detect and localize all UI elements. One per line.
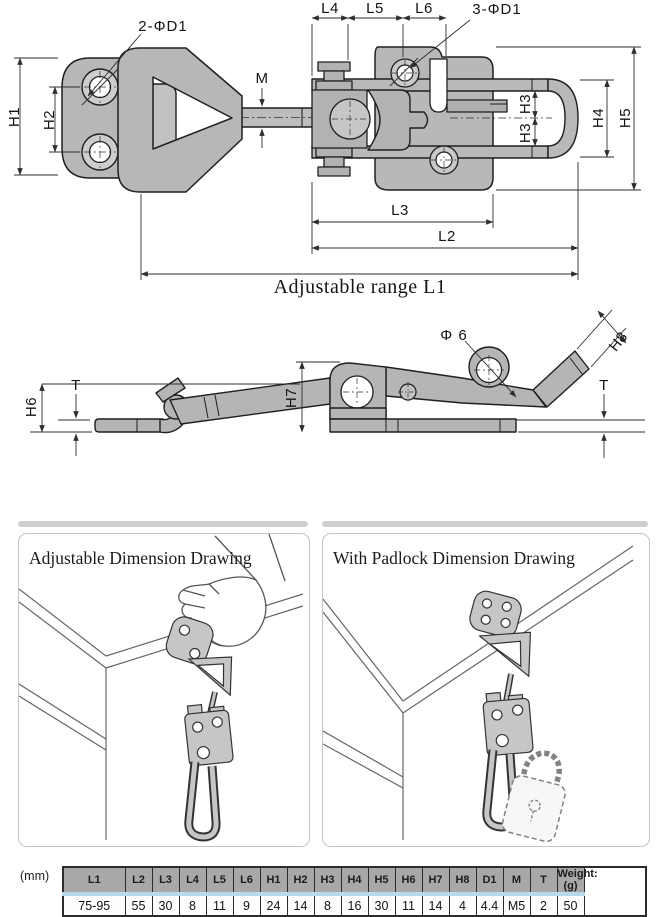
spec-value: 11 bbox=[395, 894, 422, 916]
latch-illustration bbox=[163, 614, 235, 837]
col-header: D1 bbox=[476, 867, 503, 894]
spec-value: 30 bbox=[152, 894, 179, 916]
dim-label-l1: Adjustable range L1 bbox=[273, 276, 447, 298]
callout-3-phi-d1: 3-ΦD1 bbox=[472, 1, 522, 18]
col-header: H6 bbox=[395, 867, 422, 894]
dim-label-h6: H6 bbox=[23, 396, 40, 418]
col-header: L2 bbox=[125, 867, 152, 894]
col-header: H3 bbox=[314, 867, 341, 894]
col-header: M bbox=[503, 867, 530, 894]
dim-label-m: M bbox=[255, 70, 269, 87]
divider-strip bbox=[322, 521, 648, 527]
spec-value: M5 bbox=[503, 894, 530, 916]
dim-label-l3: L3 bbox=[391, 202, 409, 219]
dim-label-phi6: Φ 6 bbox=[440, 327, 468, 344]
spec-value: 30 bbox=[368, 894, 395, 916]
side-view bbox=[23, 310, 645, 458]
dim-label-l4: L4 bbox=[321, 0, 339, 17]
col-header: H2 bbox=[287, 867, 314, 894]
dim-label-t-right: T bbox=[599, 377, 609, 394]
handle-end bbox=[533, 351, 589, 407]
col-header: H7 bbox=[422, 867, 449, 894]
dim-label-h5: H5 bbox=[617, 107, 634, 129]
padlock-illustration bbox=[323, 534, 649, 846]
dim-label-h2: H2 bbox=[41, 109, 58, 131]
dim-label-h1: H1 bbox=[6, 106, 23, 128]
lever-arm bbox=[170, 378, 330, 424]
dim-label-h4: H4 bbox=[590, 107, 607, 129]
col-header: L4 bbox=[179, 867, 206, 894]
spec-table-header-row bbox=[63, 867, 646, 894]
base-bar bbox=[330, 408, 516, 432]
col-header: H5 bbox=[368, 867, 395, 894]
box-corner-lines bbox=[323, 546, 633, 840]
col-header: L6 bbox=[233, 867, 260, 894]
dim-label-h7: H7 bbox=[283, 387, 300, 409]
spec-table-value-row bbox=[63, 894, 646, 916]
dim-label-h3-lower: H3 bbox=[517, 122, 534, 144]
col-header: L5 bbox=[206, 867, 233, 894]
panel-title: Adjustable Dimension Drawing bbox=[29, 548, 252, 568]
spec-value: 16 bbox=[341, 894, 368, 916]
dim-label-l5: L5 bbox=[366, 0, 384, 17]
unit-label: (mm) bbox=[20, 869, 50, 883]
adjustable-illustration bbox=[19, 534, 309, 846]
dim-label-h3-upper: H3 bbox=[517, 93, 534, 115]
panel-with-padlock bbox=[322, 533, 650, 847]
spec-value: 2 bbox=[530, 894, 557, 916]
spec-value: 8 bbox=[179, 894, 206, 916]
col-header: H1 bbox=[260, 867, 287, 894]
spec-value: 50 bbox=[557, 894, 584, 916]
spec-value: 11 bbox=[206, 894, 233, 916]
dim-label-h8: H8 bbox=[605, 328, 632, 355]
spec-value: 4 bbox=[449, 894, 476, 916]
col-header: L3 bbox=[152, 867, 179, 894]
spec-value: 75-95 bbox=[63, 894, 125, 916]
callout-2-phi-d1: 2-ΦD1 bbox=[138, 18, 188, 35]
divider-strip bbox=[18, 521, 308, 527]
front-view bbox=[6, 0, 641, 298]
panel-title: With Padlock Dimension Drawing bbox=[333, 548, 575, 568]
panel-adjustable bbox=[18, 533, 310, 847]
spec-value: 9 bbox=[233, 894, 260, 916]
spec-value: 55 bbox=[125, 894, 152, 916]
dim-label-t-left: T bbox=[71, 377, 81, 394]
catch-bar bbox=[447, 100, 507, 112]
col-header: Weight:(g) bbox=[557, 868, 598, 892]
col-header: H4 bbox=[341, 867, 368, 894]
dim-label-l2: L2 bbox=[438, 228, 456, 245]
col-header: L1 bbox=[63, 867, 125, 894]
spec-value: 8 bbox=[314, 894, 341, 916]
spec-value: 24 bbox=[260, 894, 287, 916]
spec-value: 14 bbox=[422, 894, 449, 916]
spec-value: 4.4 bbox=[476, 894, 503, 916]
col-header: T bbox=[530, 867, 557, 894]
spec-value: 14 bbox=[287, 894, 314, 916]
col-header: H8 bbox=[449, 867, 476, 894]
spec-table bbox=[62, 866, 647, 917]
dim-label-l6: L6 bbox=[415, 0, 433, 17]
bail-hook bbox=[118, 48, 242, 192]
